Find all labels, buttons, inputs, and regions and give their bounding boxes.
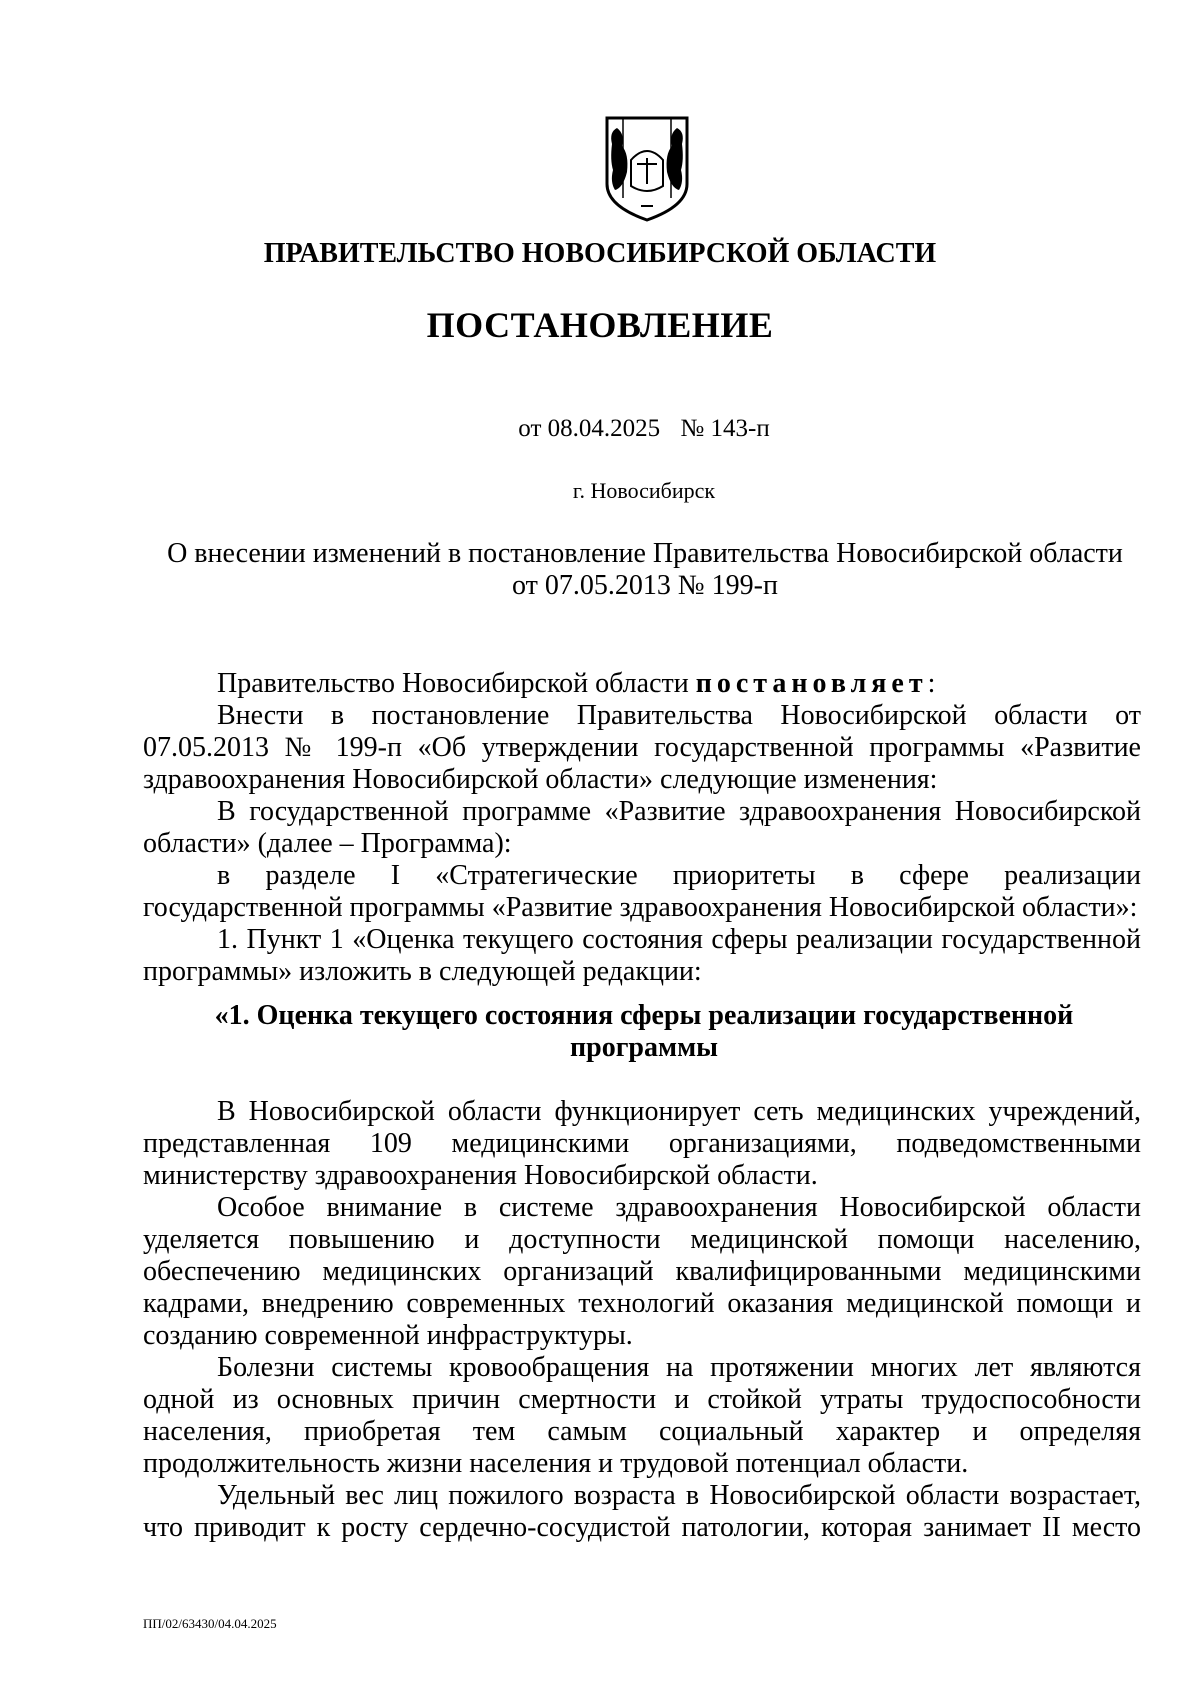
subject-line-2: от 07.05.2013 № 199-п (512, 570, 778, 601)
section-paragraph: Болезни системы кровообращения на протяжении многих лет являются одной из основных причин смертности и стойкой утраты трудоспособности населения, приобретая тем самым социальный характер и определяя продолжительность жизни населения и трудовой потенциал области. (143, 1352, 1141, 1479)
document-date: 08.04.2025 (547, 415, 661, 442)
document-type-title: ПОСТАНОВЛЕНИЕ (426, 305, 774, 345)
document-number: № 143-п (680, 415, 770, 442)
paragraph: В государственной программе «Развитие здравоохранения Новосибирской области» (далее – Программа): (143, 796, 1141, 859)
section-body (143, 1096, 1141, 1544)
preamble-lead: Правительство Новосибирской области (217, 668, 689, 699)
section-paragraph: Удельный вес лиц пожилого возраста в Новосибирской области возрастает, что приводит к росту сердечно-сосудистой патологии, которая занимает II место (143, 1480, 1141, 1543)
paragraph: Внести в постановление Правительства Новосибирской области от 07.05.2013 № 199-п «Об утверждении государственной программы «Развитие здравоохранения Новосибирской области» следующие изменения: (143, 700, 1141, 795)
paragraph: в разделе I «Стратегические приоритеты в сфере реализации государственной программы «Развитие здравоохранения Новосибирской области»: (143, 860, 1141, 923)
document-body (143, 668, 1141, 988)
document-code: ПП/02/63430/04.04.2025 (143, 1616, 277, 1631)
section-paragraph: В Новосибирской области функционирует сеть медицинских учреждений, представленная 109 медицинскими организациями, подведомственными министерству здравоохранения Новосибирской области. (143, 1096, 1141, 1191)
date-prefix: от (518, 415, 542, 442)
section-heading-block (204, 1000, 1084, 1064)
coat-of-arms-icon (601, 114, 693, 222)
city-line: г. Новосибирск (572, 478, 716, 503)
decree-word: постановляет (695, 668, 928, 699)
paragraph: 1. Пункт 1 «Оценка текущего состояния сферы реализации государственной программы» изложить в следующей редакции: (143, 924, 1141, 987)
section-heading: «1. Оценка текущего состояния сферы реализации государственной программы (214, 1000, 1074, 1063)
document-subject (150, 538, 1140, 602)
subject-line-1: О внесении изменений в постановление Правительства Новосибирской области (167, 538, 1123, 569)
preamble (143, 668, 1141, 700)
date-number-line (0, 415, 1200, 443)
section-paragraph: Особое внимание в системе здравоохранения Новосибирской области уделяется повышению и доступности медицинской помощи населению, обеспечению медицинских организаций квалифицированными медицинскими кадрами, внедрению современных технологий оказания медицинской помощи и созданию современной инфраструктуры. (143, 1192, 1141, 1351)
preamble-colon: : (927, 668, 936, 699)
organization-title: ПРАВИТЕЛЬСТВО НОВОСИБИРСКОЙ ОБЛАСТИ (263, 238, 937, 269)
